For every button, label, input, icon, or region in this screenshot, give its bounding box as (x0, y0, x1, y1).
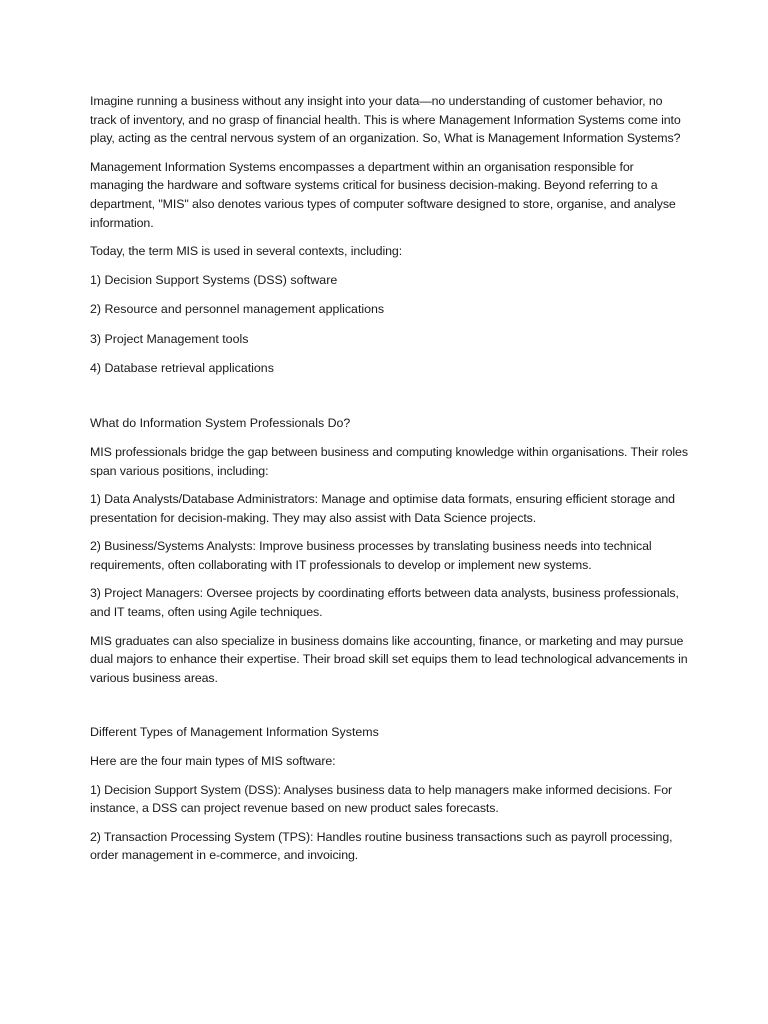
document-page (90, 92, 690, 875)
list-item: 3) Project Management tools (90, 331, 249, 346)
list-item: 3) Project Managers: Oversee projects by coordinating efforts between data analysts, business professionals, and IT teams, often using Agile techniques. (90, 586, 679, 620)
definition-paragraph: Management Information Systems encompasses a department within an organisation responsible for managing the hardware and software systems critical for business decision-making. Beyond referring to a department, "MIS" also denotes various types of computer software designed to store, organise, and analyse information. (90, 159, 676, 230)
list-item: 1) Decision Support Systems (DSS) software (90, 272, 338, 287)
section-heading-professionals: What do Information System Professionals Do? (90, 416, 351, 431)
section-heading-types: Different Types of Management Information Systems (90, 725, 379, 740)
list-item: 1) Data Analysts/Database Administrators: Manage and optimise data formats, ensuring efficient storage and presentation for decision-making. They may also assist with Data Science projects. (90, 492, 675, 525)
roles-list (90, 490, 690, 622)
list-item: 2) Transaction Processing System (TPS): Handles routine business transactions such as payroll processing, order management in e-commerce, and invoicing. (90, 829, 673, 863)
contexts-list (90, 271, 690, 378)
contexts-intro: Today, the term MIS is used in several contexts, including: (90, 244, 403, 259)
list-item: 2) Resource and personnel management applications (90, 302, 385, 317)
section-spacer (90, 697, 690, 723)
types-list (90, 781, 690, 865)
list-item: 1) Decision Support System (DSS): Analyses business data to help managers make informed decisions. For instance, a DSS can project revenue based on new product sales forecasts. (90, 782, 673, 816)
section-spacer (90, 388, 690, 414)
types-intro: Here are the four main types of MIS software: (90, 754, 336, 769)
professionals-closing: MIS graduates can also specialize in business domains like accounting, finance, or marketing and may pursue dual majors to enhance their expertise. Their broad skill set equips them to lead technological advancements in various business areas. (90, 633, 688, 685)
professionals-intro: MIS professionals bridge the gap between business and computing knowledge within organisations. Their roles span various positions, including: (90, 444, 688, 478)
intro-paragraph: Imagine running a business without any insight into your data—no understanding of customer behavior, no track of inventory, and no grasp of financial health. This is where Management Information Systems come into play, acting as the central nervous system of an organization. So, What is Management Information Systems? (90, 94, 681, 146)
list-item: 2) Business/Systems Analysts: Improve business processes by translating business needs into technical requirements, often collaborating with IT professionals to develop or implement new systems. (90, 539, 652, 572)
list-item: 4) Database retrieval applications (90, 360, 274, 375)
